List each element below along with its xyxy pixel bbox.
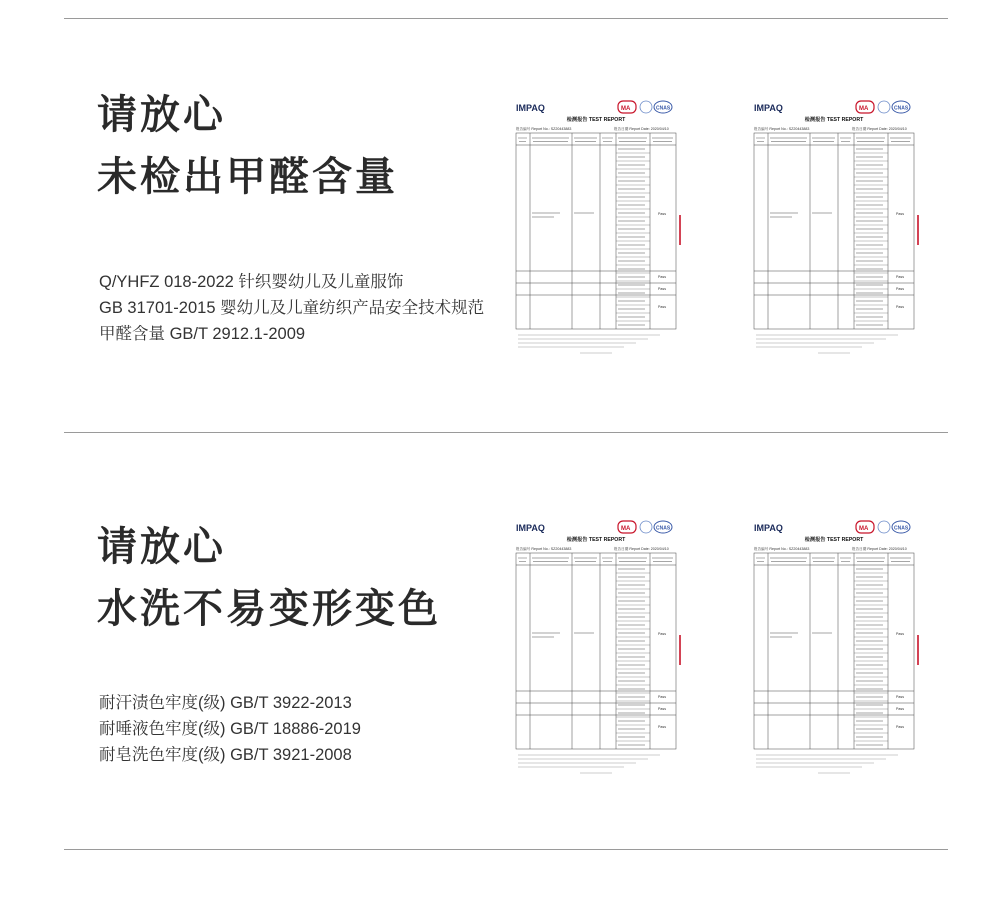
svg-text:报告编号 Report No.: SZ20443883: 报告编号 Report No.: SZ20443883 <box>516 547 572 551</box>
svg-text:Pass: Pass <box>658 632 666 636</box>
section-headline <box>97 516 441 640</box>
seal-icon <box>878 521 890 533</box>
impaq-logo: IMPAQ <box>516 523 545 533</box>
svg-text:CNAS: CNAS <box>894 105 909 112</box>
svg-text:CNAS: CNAS <box>656 525 671 532</box>
impaq-logo: IMPAQ <box>516 103 545 113</box>
svg-text:Pass: Pass <box>896 725 904 729</box>
svg-text:MA: MA <box>859 526 869 532</box>
svg-text:检测报告 TEST REPORT: 检测报告 TEST REPORT <box>804 537 864 543</box>
standard-item: Q/YHFZ 018-2022 针织婴幼儿及儿童服饰 <box>99 273 404 291</box>
headline-line-1: 请放心 <box>97 93 226 137</box>
standard-item: 耐唾液色牢度(级) GB/T 18886-2019 <box>99 720 361 738</box>
impaq-logo: IMPAQ <box>754 103 783 113</box>
svg-text:报告编号 Report No.: SZ20443883: 报告编号 Report No.: SZ20443883 <box>754 547 810 551</box>
svg-text:Pass: Pass <box>658 275 666 279</box>
test-report-image <box>510 515 682 783</box>
svg-text:报告编号 Report No.: SZ20443883: 报告编号 Report No.: SZ20443883 <box>754 127 810 131</box>
test-report-image <box>748 515 920 783</box>
svg-text:MA: MA <box>859 106 869 112</box>
svg-text:报告日期 Report Date: 2020/04/10: 报告日期 Report Date: 2020/04/10 <box>614 127 669 131</box>
svg-text:检测报告 TEST REPORT: 检测报告 TEST REPORT <box>566 537 626 543</box>
impaq-logo: IMPAQ <box>754 523 783 533</box>
svg-text:Pass: Pass <box>896 275 904 279</box>
bottom-divider <box>64 849 948 850</box>
svg-text:Pass: Pass <box>658 707 666 711</box>
svg-text:检测报告 TEST REPORT: 检测报告 TEST REPORT <box>566 117 626 123</box>
stamp-edge <box>679 215 681 245</box>
stamp-edge <box>917 215 919 245</box>
standard-item: 甲醛含量 GB/T 2912.1-2009 <box>99 325 306 343</box>
svg-text:Pass: Pass <box>896 632 904 636</box>
svg-text:报告日期 Report Date: 2020/04/10: 报告日期 Report Date: 2020/04/10 <box>614 547 669 551</box>
section-headline <box>97 84 398 208</box>
stamp-edge <box>679 635 681 665</box>
standards-list <box>99 690 361 768</box>
seal-icon <box>878 101 890 113</box>
svg-text:Pass: Pass <box>658 725 666 729</box>
test-report-image <box>748 95 920 363</box>
stamp-edge <box>917 635 919 665</box>
headline-line-2: 水洗不易变形变色 <box>97 587 441 631</box>
test-report-image <box>510 95 682 363</box>
svg-text:Pass: Pass <box>658 695 666 699</box>
svg-text:MA: MA <box>621 106 631 112</box>
svg-text:Pass: Pass <box>896 707 904 711</box>
top-divider <box>64 18 948 19</box>
svg-text:报告日期 Report Date: 2020/04/10: 报告日期 Report Date: 2020/04/10 <box>852 127 907 131</box>
headline-line-2: 未检出甲醛含量 <box>97 155 398 199</box>
seal-icon <box>640 521 652 533</box>
standard-item: 耐汗渍色牢度(级) GB/T 3922-2013 <box>99 694 352 712</box>
standards-list <box>99 269 484 347</box>
svg-text:Pass: Pass <box>658 287 666 291</box>
svg-text:MA: MA <box>621 526 631 532</box>
svg-text:Pass: Pass <box>896 305 904 309</box>
svg-text:Pass: Pass <box>896 695 904 699</box>
svg-text:Pass: Pass <box>896 212 904 216</box>
seal-icon <box>640 101 652 113</box>
svg-text:Pass: Pass <box>658 212 666 216</box>
standard-item: 耐皂洗色牢度(级) GB/T 3921-2008 <box>99 746 352 764</box>
standard-item: GB 31701-2015 婴幼儿及儿童纺织产品安全技术规范 <box>99 299 485 317</box>
middle-divider <box>64 432 948 433</box>
svg-text:报告日期 Report Date: 2020/04/10: 报告日期 Report Date: 2020/04/10 <box>852 547 907 551</box>
svg-text:Pass: Pass <box>658 305 666 309</box>
headline-line-1: 请放心 <box>97 525 226 569</box>
svg-text:CNAS: CNAS <box>894 525 909 532</box>
svg-text:报告编号 Report No.: SZ20443883: 报告编号 Report No.: SZ20443883 <box>516 127 572 131</box>
svg-text:检测报告 TEST REPORT: 检测报告 TEST REPORT <box>804 117 864 123</box>
svg-text:CNAS: CNAS <box>656 105 671 112</box>
svg-text:Pass: Pass <box>896 287 904 291</box>
